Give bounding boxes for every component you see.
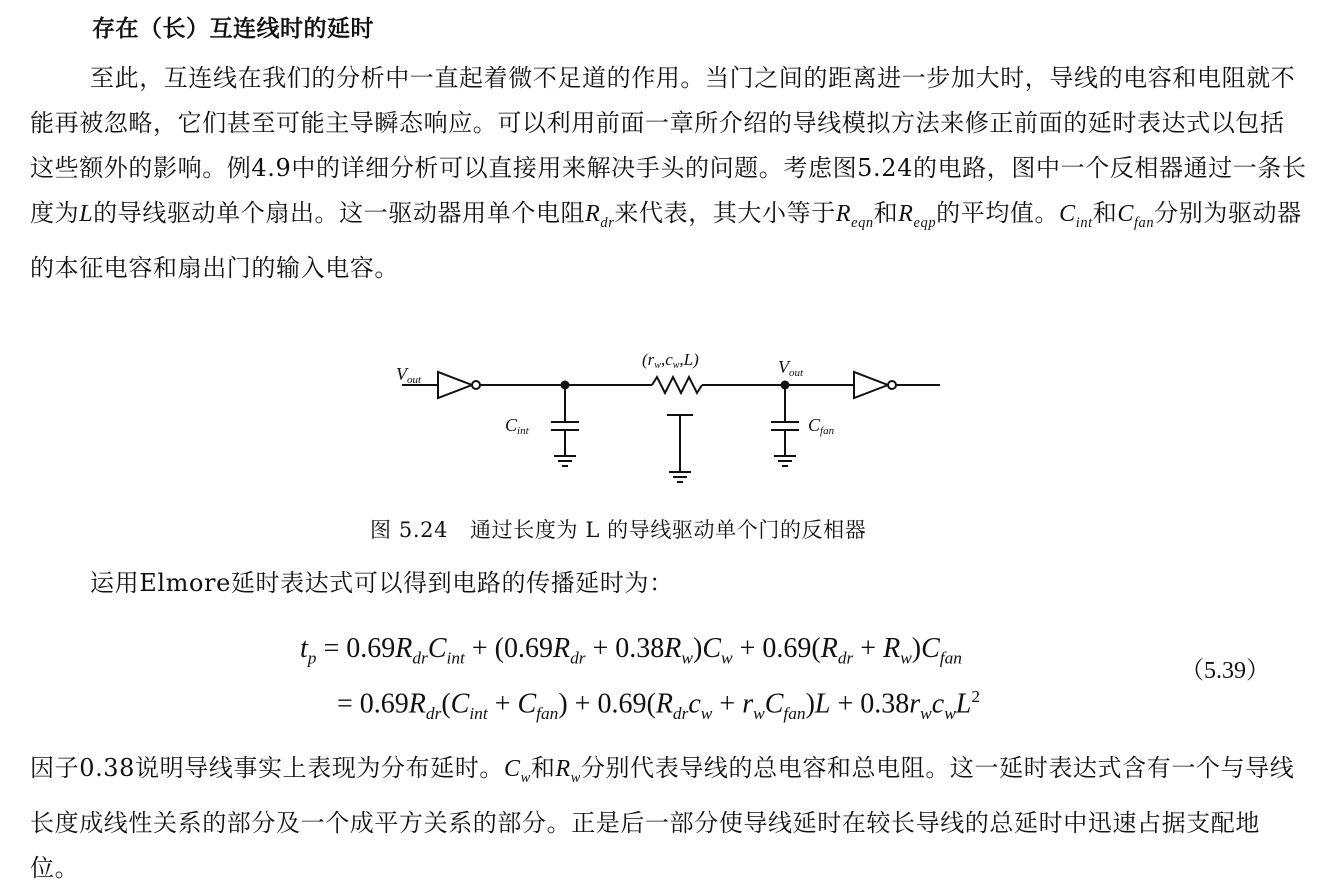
paragraph-text: 和 bbox=[873, 199, 899, 227]
var-C-fan: $C_{fan}$ bbox=[1117, 201, 1155, 231]
paragraph-intro bbox=[30, 56, 1308, 291]
paragraph-text: 至此，互连线在我们的分析中一直起着微不足道的作用。当门之间的距离进一步加大时，导线的电容和电阻就不能再被忽略，它们甚至可能主导瞬态响应。可以利用前面一章所介绍的导线模拟方法来修正前面的延时表达式以包括这些额外的影响。例4.9中的详细分析可以直接用来解决手头的问题。考虑图5.24的电路，图中一个反相器通过一条长度为 bbox=[30, 64, 1307, 227]
paragraph-text: 因子0.38说明导线事实上表现为分布延时。 bbox=[30, 754, 505, 782]
figure-caption-text: 通过长度为 L 的导线驱动单个门的反相器 bbox=[470, 518, 867, 542]
paragraph-text: 的导线驱动单个扇出。这一驱动器用单个电阻 bbox=[93, 199, 586, 227]
inverter-left-icon bbox=[438, 372, 472, 398]
circuit-diagram bbox=[380, 340, 960, 490]
var-C-w: $C_w$ bbox=[504, 756, 531, 786]
equation-line-1: $t_p = 0.69R_{dr}C_{int} + (0.69R_{dr} + 0.38R_w)C_w + 0.69(R_{dr} + R_w)C_{fan}$ bbox=[300, 633, 962, 668]
paragraph-text: 和 bbox=[530, 754, 556, 782]
var-R-w: $R_w$ bbox=[555, 756, 581, 786]
inverter-right-bubble bbox=[888, 381, 896, 389]
label-wire-params: (rw,cw,L) bbox=[642, 350, 699, 371]
paragraph-text: 和 bbox=[1092, 199, 1118, 227]
var-R-eqn: $R_{eqn}$ bbox=[835, 201, 874, 231]
section-heading: 存在（长）互连线时的延时 bbox=[92, 16, 374, 42]
label-cint: Cint bbox=[505, 415, 529, 437]
equation-number: （5.39） bbox=[1180, 658, 1270, 684]
var-C-int: $C_{int}$ bbox=[1059, 201, 1093, 231]
label-vout-left: Vout bbox=[396, 364, 422, 386]
label-vout-right: Vout bbox=[778, 357, 804, 379]
equation-line-2: = $0.69R_{dr}(C_{int} + C_{fan}) + 0.69(R_{dr}c_w + r_wC_{fan})L + 0.38r_wc_wL^2$ bbox=[337, 687, 981, 723]
var-R-eqp: $R_{eqp}$ bbox=[898, 201, 937, 231]
var-R-dr: $R_{dr}$ bbox=[585, 201, 615, 231]
paragraph-text: 来代表，其大小等于 bbox=[614, 199, 836, 227]
paragraph-text: 分别代表导线的总电容和总电阻。这一延时表达式含有一个与导线长度成线性关系的部分及一个成平方关系的部分。正是后一部分使导线延时在较长导线的总延时中迅速占据支配地位。 bbox=[30, 754, 1295, 882]
paragraph-elmore: 运用Elmore延时表达式可以得到电路的传播延时为： bbox=[90, 569, 674, 597]
inverter-right-icon bbox=[854, 372, 888, 398]
figure-number: 图 5.24 bbox=[370, 518, 449, 542]
figure-caption bbox=[370, 514, 866, 544]
paragraph-text: 的平均值。 bbox=[936, 199, 1060, 227]
resistor-wire-icon bbox=[652, 377, 702, 393]
inverter-left-bubble bbox=[472, 381, 480, 389]
label-cfan: Cfan bbox=[808, 415, 835, 437]
var-L: L bbox=[79, 201, 94, 227]
paragraph-conclusion bbox=[30, 746, 1308, 891]
paragraph-text: 分别为驱动器的本征电容和扇出门的输入电容。 bbox=[30, 199, 1302, 282]
